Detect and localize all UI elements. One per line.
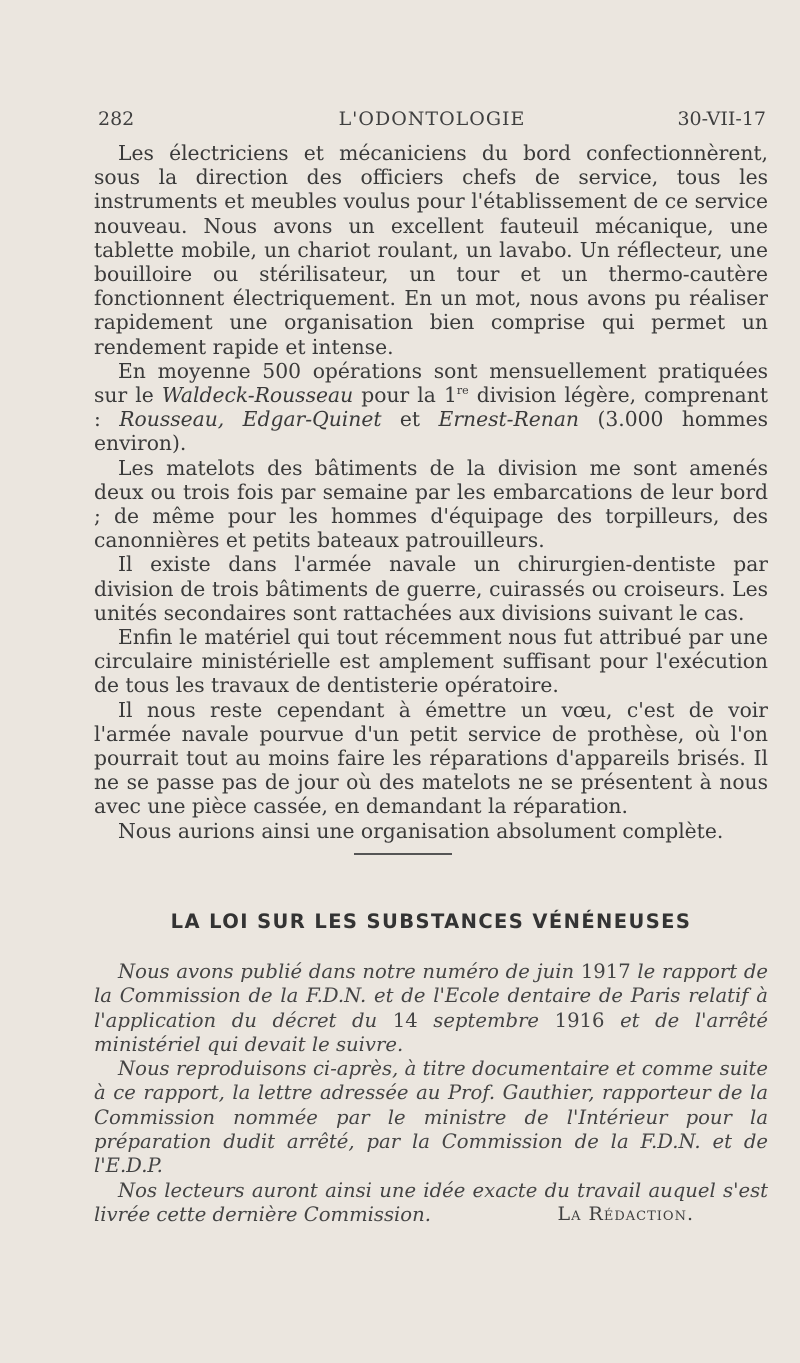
paragraph-6: Il nous reste cependant à émettre un vœu, c'est de voir l'armée navale pourvue d'un petit service de prothèse, où l'on pourrait tout au moins faire les réparations d'appareils brisés. Il ne se passe pas de jour où des matelots ne se présentent à nous avec une pièce cassée, en demandant la réparation. xyxy=(94,697,768,819)
paragraph-3: Les matelots des bâtiments de la division me sont amenés deux ou trois fois par semaine par les embarcations de leur bord ; de même pour les hommes d'équipage des torpilleurs, des canonnières et petits bateaux patrouilleurs. xyxy=(94,455,768,553)
paragraph-5: Enfin le matériel qui tout récemment nous fut attribué par une circulaire ministérielle est amplement suffisant pour l'exécution de tous les travaux de dentisterie opératoire. xyxy=(94,625,768,698)
intro-1-year-2: 1916 xyxy=(554,1008,605,1032)
paragraph-2-text-d: (3.000 hommes environ). xyxy=(94,407,769,456)
paragraph-4: Il existe dans l'armée navale un chirurgien-dentiste par division de trois bâtiments de guerre, cuirassés ou croiseurs. Les unités secondaires sont rattachées aux divisions suivant le cas. xyxy=(94,552,768,625)
intro-1-text-b: le rapport de la Commission de la F.D.N. et de l'Ecole dentaire de Paris relatif à l'application du décret du xyxy=(94,960,768,1032)
intro-1-text-c: septembre xyxy=(417,1008,555,1032)
article-body xyxy=(94,141,768,843)
intro-paragraph-3: Nos lecteurs auront ainsi une idée exacte du travail auquel s'est livrée cette dernière Commission. xyxy=(94,1178,768,1226)
intro-1-year: 1917 xyxy=(580,960,631,983)
intro-paragraph-1 xyxy=(94,960,768,1057)
editorial-intro xyxy=(94,960,768,1227)
page-number: 282 xyxy=(98,108,135,130)
intro-paragraph-2: Nous reproduisons ci-après, à titre documentaire et comme suite à ce rapport, la lettre adressée au Prof. Gauthier, rapporteur de la Commission nommée par le ministre de l'Intérieur pour la préparation dudit arrêté, par la Commission de la F.D.N. et de l'E.D.P. xyxy=(94,1057,768,1178)
paragraph-1: Les électriciens et mécaniciens du bord confectionnèrent, sous la direction des officiers chefs de service, tous les instruments et meubles voulus pour l'établissement de ce service nouveau. Nous avons un excellent fauteuil mécanique, une tablette mobile, un chariot roulant, un lavabo. Un réflecteur, une bouilloire ou stérilisateur, un tour et un thermo-cautère fonctionnent électriquement. En un mot, nous avons pu réaliser rapidement une organisation bien comprise qui permet un rendement rapide et intense. xyxy=(94,141,768,359)
section-title: LA LOI SUR LES SUBSTANCES VÉNÉNEUSES xyxy=(170,910,692,933)
journal-title: L'ODONTOLOGIE xyxy=(338,108,526,130)
ship-name-3: Ernest-Renan xyxy=(438,407,579,432)
intro-1-day: 14 xyxy=(392,1008,418,1032)
editorial-signature: La Rédaction. xyxy=(557,1203,694,1225)
paragraph-7: Nous aurions ainsi une organisation absolument complète. xyxy=(118,818,724,843)
paragraph-2 xyxy=(94,359,768,456)
paragraph-2-text-c: division légère, comprenant : xyxy=(94,383,768,432)
ship-names: Rousseau, Edgar-Quinet xyxy=(119,407,382,432)
running-header xyxy=(98,108,766,138)
section-divider xyxy=(354,853,452,855)
paragraph-2-text-a: En moyenne 500 opérations sont mensuellement pratiquées sur le xyxy=(94,358,768,408)
paragraph-2-text-b: pour la 1 xyxy=(353,383,457,408)
intro-1-text-a: Nous avons publié dans notre numéro de juin xyxy=(118,960,581,983)
issue-date: 30-VII-17 xyxy=(677,108,766,130)
ordinal-superscript: re xyxy=(456,384,469,398)
intro-1-text-d: et de l'arrêté ministériel qui devait le suivre. xyxy=(94,1008,768,1056)
ship-name: Waldeck-Rousseau xyxy=(161,383,354,408)
paragraph-2-et: et xyxy=(381,407,439,432)
